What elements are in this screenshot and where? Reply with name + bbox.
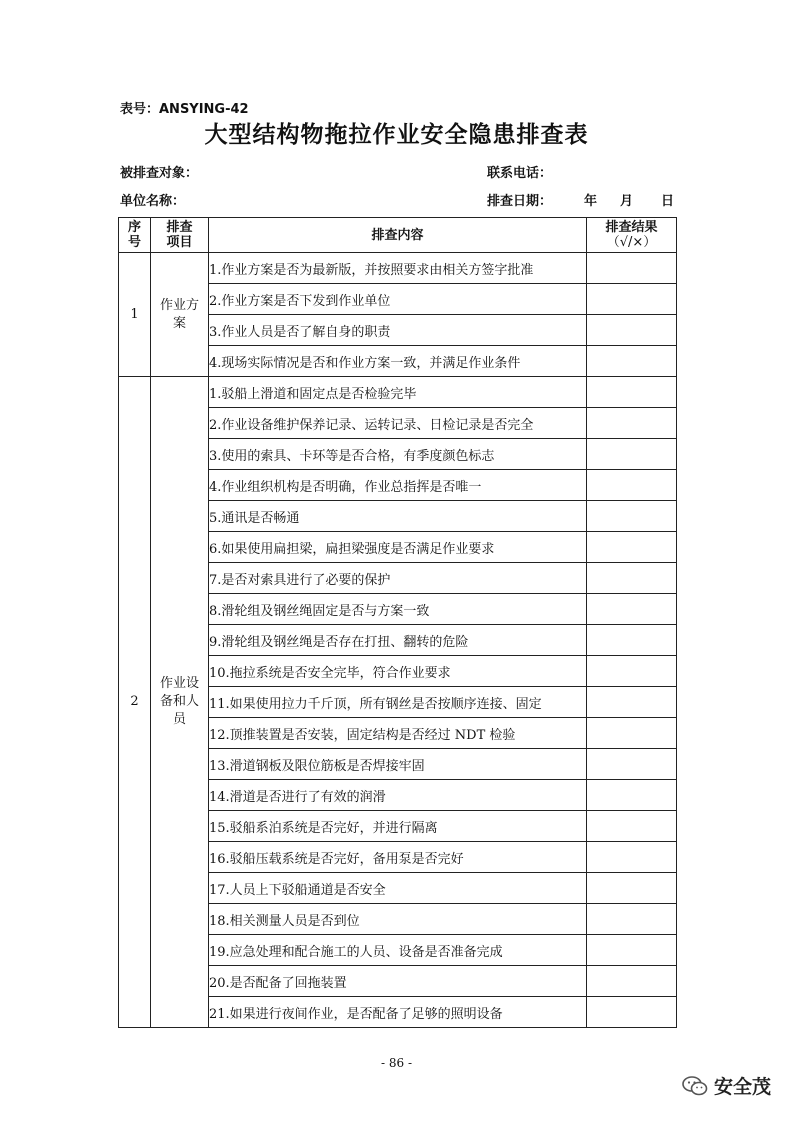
result-cell[interactable] xyxy=(587,470,677,501)
inspection-table xyxy=(118,217,677,1028)
result-cell[interactable] xyxy=(587,904,677,935)
result-cell[interactable] xyxy=(587,253,677,284)
date-label: 排查日期： xyxy=(487,194,553,209)
result-cell[interactable] xyxy=(587,935,677,966)
result-cell[interactable] xyxy=(587,563,677,594)
result-cell[interactable] xyxy=(587,842,677,873)
check-item: 15.驳船系泊系统是否完好，并进行隔离 xyxy=(209,811,587,842)
group-number: 2 xyxy=(119,377,151,1028)
result-cell[interactable] xyxy=(587,315,677,346)
result-cell[interactable] xyxy=(587,439,677,470)
table-row xyxy=(119,377,677,408)
check-item: 4.现场实际情况是否和作业方案一致，并满足作业条件 xyxy=(209,346,587,377)
result-cell[interactable] xyxy=(587,625,677,656)
check-item: 1.作业方案是否为最新版，并按照要求由相关方签字批准 xyxy=(209,253,587,284)
header-content: 排查内容 xyxy=(209,218,587,253)
result-cell[interactable] xyxy=(587,780,677,811)
header-category: 排查项目 xyxy=(151,218,209,253)
result-cell[interactable] xyxy=(587,966,677,997)
check-item: 17.人员上下驳船通道是否安全 xyxy=(209,873,587,904)
check-item: 12.顶推装置是否安装，固定结构是否经过 NDT 检验 xyxy=(209,718,587,749)
check-item: 13.滑道钢板及限位筋板是否焊接牢固 xyxy=(209,749,587,780)
check-item: 7.是否对索具进行了必要的保护 xyxy=(209,563,587,594)
check-item: 11.如果使用拉力千斤顶，所有钢丝是否按顺序连接、固定 xyxy=(209,687,587,718)
watermark-text: 安全茂 xyxy=(714,1076,772,1098)
result-cell[interactable] xyxy=(587,284,677,315)
check-item: 2.作业方案是否下发到作业单位 xyxy=(209,284,587,315)
form-number: 表号：ANSYING-42 xyxy=(120,102,249,117)
group-number: 1 xyxy=(119,253,151,377)
wechat-icon xyxy=(682,1075,708,1097)
table-header-row xyxy=(119,218,677,253)
result-cell[interactable] xyxy=(587,749,677,780)
date-year: 年 xyxy=(584,194,598,209)
check-item: 16.驳船压载系统是否完好，备用泵是否完好 xyxy=(209,842,587,873)
check-item: 21.如果进行夜间作业，是否配备了足够的照明设备 xyxy=(209,997,587,1028)
check-item: 10.拖拉系统是否安全完毕，符合作业要求 xyxy=(209,656,587,687)
page-number: - 86 - xyxy=(380,1056,412,1070)
check-item: 20.是否配备了回拖装置 xyxy=(209,966,587,997)
check-item: 19.应急处理和配合施工的人员、设备是否准备完成 xyxy=(209,935,587,966)
group-category: 作业设备和人员 xyxy=(151,377,209,1028)
result-cell[interactable] xyxy=(587,656,677,687)
result-cell[interactable] xyxy=(587,377,677,408)
check-item: 9.滑轮组及钢丝绳是否存在打扭、翻转的危险 xyxy=(209,625,587,656)
check-item: 3.作业人员是否了解自身的职责 xyxy=(209,315,587,346)
result-cell[interactable] xyxy=(587,873,677,904)
check-item: 4.作业组织机构是否明确，作业总指挥是否唯一 xyxy=(209,470,587,501)
check-item: 6.如果使用扁担梁，扁担梁强度是否满足作业要求 xyxy=(209,532,587,563)
watermark xyxy=(682,1072,771,1099)
result-cell[interactable] xyxy=(587,997,677,1028)
table-row xyxy=(119,253,677,284)
check-item: 5.通讯是否畅通 xyxy=(209,501,587,532)
check-item: 14.滑道是否进行了有效的润滑 xyxy=(209,780,587,811)
check-item: 1.驳船上滑道和固定点是否检验完毕 xyxy=(209,377,587,408)
check-item: 18.相关测量人员是否到位 xyxy=(209,904,587,935)
result-cell[interactable] xyxy=(587,718,677,749)
date-month: 月 xyxy=(620,194,634,209)
page-title: 大型结构物拖拉作业安全隐患排查表 xyxy=(204,122,589,148)
contact-label: 联系电话： xyxy=(487,166,553,181)
result-cell[interactable] xyxy=(587,408,677,439)
target-label: 被排查对象： xyxy=(120,166,199,181)
result-cell[interactable] xyxy=(587,811,677,842)
check-item: 3.使用的索具、卡环等是否合格，有季度颜色标志 xyxy=(209,439,587,470)
date-day: 日 xyxy=(661,194,675,209)
header-result: 排查结果 （√/×） xyxy=(587,218,677,253)
check-item: 2.作业设备维护保养记录、运转记录、日检记录是否完全 xyxy=(209,408,587,439)
result-cell[interactable] xyxy=(587,346,677,377)
group-category: 作业方案 xyxy=(151,253,209,377)
result-cell[interactable] xyxy=(587,501,677,532)
result-cell[interactable] xyxy=(587,687,677,718)
result-cell[interactable] xyxy=(587,532,677,563)
unit-label: 单位名称： xyxy=(120,194,186,209)
result-cell[interactable] xyxy=(587,594,677,625)
check-item: 8.滑轮组及钢丝绳固定是否与方案一致 xyxy=(209,594,587,625)
header-no: 序号 xyxy=(119,218,151,253)
